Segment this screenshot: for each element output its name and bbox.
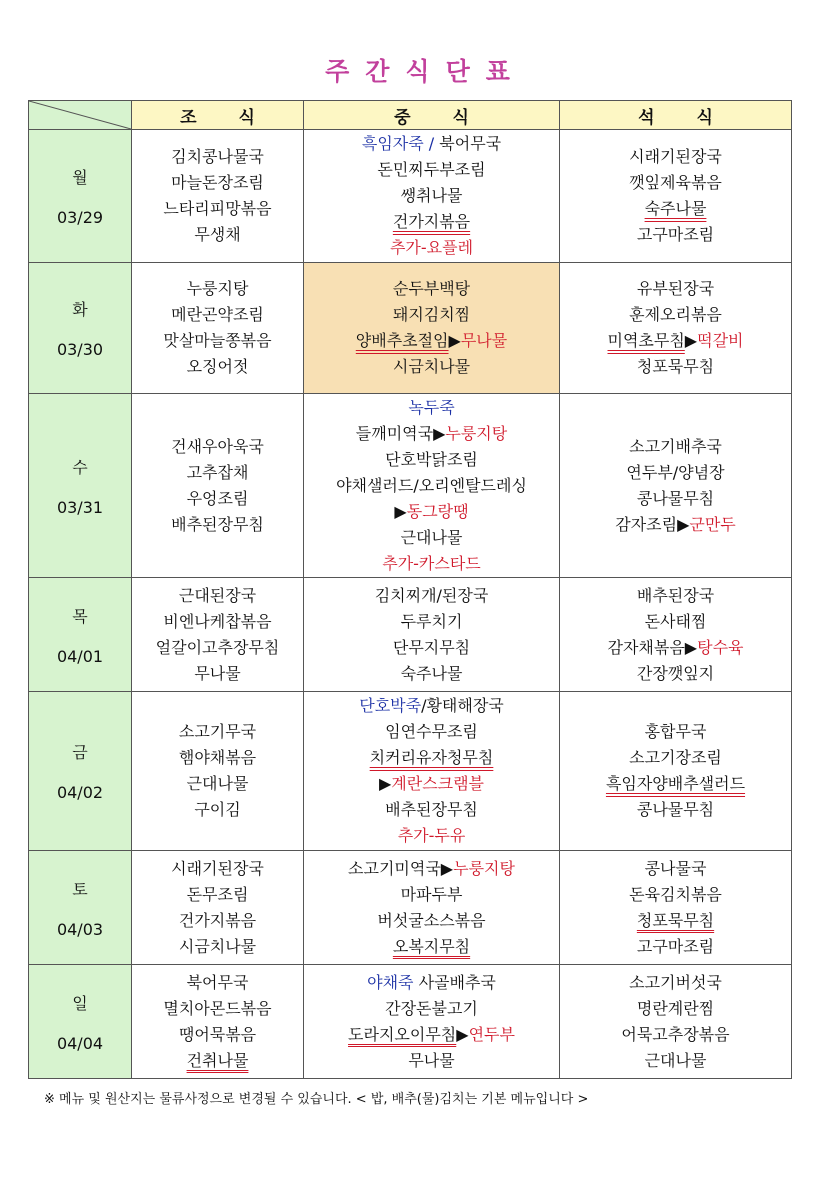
day-row xyxy=(29,965,792,1079)
menu-item xyxy=(560,661,791,687)
menu-text: 배추된장무침 xyxy=(385,800,478,819)
arrow-icon: ▶ xyxy=(684,637,698,657)
menu-item xyxy=(304,1048,559,1074)
menu-text: 비엔나케찹볶음 xyxy=(163,611,272,631)
menu-text: 단무지무침 xyxy=(392,637,471,657)
menu-text: 쌩취나물 xyxy=(400,186,463,205)
day-cell xyxy=(29,851,132,965)
lunch-cell xyxy=(304,851,560,965)
menu-item xyxy=(560,328,791,354)
menu-item xyxy=(132,908,303,934)
menu-text: 땡어묵볶음 xyxy=(178,1024,257,1044)
title-char: 간 xyxy=(365,57,390,86)
menu-item xyxy=(132,486,303,512)
menu-item xyxy=(132,583,303,609)
menu-item xyxy=(560,635,791,661)
menu-text: 맛살마늘쫑볶음 xyxy=(163,331,272,350)
menu-item xyxy=(304,354,559,380)
menu-text: 오복지무침 xyxy=(392,936,471,956)
menu-text: 시금치나물 xyxy=(392,357,471,376)
arrow-icon: ▶ xyxy=(433,423,446,443)
menu-text: 누룽지탕 xyxy=(186,279,249,298)
day-cell xyxy=(29,692,132,851)
menu-item xyxy=(132,302,303,328)
lunch-cell xyxy=(304,578,560,692)
menu-item xyxy=(132,144,303,170)
arrow-icon: ▶ xyxy=(684,331,698,350)
menu-text: 계란스크램블 xyxy=(391,774,485,793)
menu-item xyxy=(304,996,559,1022)
dinner-cell xyxy=(560,692,792,851)
menu-item xyxy=(560,745,791,771)
breakfast-cell xyxy=(132,692,304,851)
menu-text: 연두부/양념장 xyxy=(626,462,725,482)
menu-text: / xyxy=(423,134,440,153)
menu-item xyxy=(304,970,559,996)
day-date: 04/03 xyxy=(56,919,104,939)
menu-item xyxy=(132,434,303,460)
menu-item xyxy=(132,856,303,882)
menu-item xyxy=(304,635,559,661)
menu-item xyxy=(560,856,791,882)
menu-text: 임연수무조림 xyxy=(385,722,478,741)
lunch-cell xyxy=(304,965,560,1079)
corner-cell xyxy=(29,101,132,130)
day-cell xyxy=(29,130,132,263)
menu-item xyxy=(132,170,303,196)
dinner-cell xyxy=(560,394,792,578)
menu-item xyxy=(304,908,559,934)
day-date: 03/30 xyxy=(56,340,104,359)
day-row xyxy=(29,263,792,394)
menu-text: 두루치기 xyxy=(400,611,463,631)
menu-text: 추가-카스타드 xyxy=(382,553,481,573)
menu-text: 김치콩나물국 xyxy=(171,147,264,166)
menu-text: 추가-요플레 xyxy=(389,238,474,257)
menu-item xyxy=(304,447,559,473)
menu-text: 청포묵무침 xyxy=(636,910,715,930)
menu-text: 숙주나물 xyxy=(644,199,707,218)
arrow-icon: ▶ xyxy=(448,331,461,350)
day-date: 03/29 xyxy=(56,208,104,227)
menu-text: 도라지오이무침 xyxy=(348,1024,457,1044)
menu-item xyxy=(304,551,559,577)
diagonal-line xyxy=(29,101,131,129)
menu-text: 흑임자양배추샐러드 xyxy=(605,774,746,793)
menu-text: 추가-두유 xyxy=(397,826,466,845)
menu-item xyxy=(560,276,791,302)
menu-text: /황태해장국 xyxy=(421,696,504,715)
menu-text: 햄야채볶음 xyxy=(178,748,257,767)
menu-item xyxy=(304,328,559,354)
lunch-cell xyxy=(304,263,560,394)
menu-item xyxy=(560,970,791,996)
menu-item xyxy=(304,771,559,797)
menu-text: 떡갈비 xyxy=(697,331,744,350)
menu-text: 탕수육 xyxy=(697,637,744,657)
menu-item xyxy=(132,771,303,797)
menu-text: 건가지볶음 xyxy=(178,910,257,930)
menu-item xyxy=(560,1048,791,1074)
menu-text: 소고기배추국 xyxy=(629,436,722,456)
menu-item xyxy=(132,1048,303,1074)
breakfast-cell xyxy=(132,965,304,1079)
menu-text: 훈제오리볶음 xyxy=(629,305,722,324)
menu-text: 콩나물국 xyxy=(644,858,707,878)
menu-item xyxy=(132,996,303,1022)
menu-item xyxy=(304,157,559,183)
menu-text: 무생채 xyxy=(194,225,241,244)
menu-text: 시래기된장국 xyxy=(629,147,722,166)
menu-text: 단호박죽 xyxy=(359,696,422,715)
menu-text: 돈무조림 xyxy=(186,884,249,904)
day-date: 04/01 xyxy=(56,646,104,666)
menu-text: 단호박닭조림 xyxy=(385,449,478,469)
menu-item xyxy=(560,934,791,960)
day-name: 일 xyxy=(72,993,88,1013)
lunch-cell xyxy=(304,130,560,263)
menu-text: 흑임자죽 xyxy=(361,134,424,153)
menu-text: 북어무국 xyxy=(439,134,502,153)
arrow-icon: ▶ xyxy=(394,501,407,521)
menu-item xyxy=(560,908,791,934)
menu-item xyxy=(132,635,303,661)
menu-text: 근대나물 xyxy=(644,1050,707,1070)
menu-item xyxy=(304,934,559,960)
menu-text: 무나물 xyxy=(194,663,241,683)
menu-text: 연두부 xyxy=(468,1024,515,1044)
menu-item xyxy=(560,302,791,328)
menu-item xyxy=(560,797,791,823)
menu-text: 소고기장조림 xyxy=(629,748,722,767)
menu-text: 고구마조림 xyxy=(636,225,715,244)
menu-text: 건취나물 xyxy=(186,1050,249,1070)
menu-item xyxy=(560,434,791,460)
menu-item xyxy=(132,460,303,486)
menu-text: 돈민찌두부조림 xyxy=(377,160,486,179)
menu-item xyxy=(304,797,559,823)
menu-item xyxy=(560,882,791,908)
day-cell xyxy=(29,965,132,1079)
menu-item xyxy=(132,354,303,380)
menu-text: 우엉조림 xyxy=(186,488,249,508)
menu-text: 야채샐러드/오리엔탈드레싱 xyxy=(336,475,527,495)
menu-text: 누룽지탕 xyxy=(445,423,508,443)
menu-item xyxy=(132,970,303,996)
menu-text: 녹두죽 xyxy=(408,397,455,417)
title-char: 식 xyxy=(405,57,430,86)
menu-text: 양배추초절임 xyxy=(355,331,449,350)
menu-item xyxy=(304,609,559,635)
menu-item xyxy=(304,499,559,525)
menu-item xyxy=(560,486,791,512)
dinner-cell xyxy=(560,578,792,692)
menu-item xyxy=(132,745,303,771)
day-cell xyxy=(29,263,132,394)
lunch-cell xyxy=(304,394,560,578)
menu-text: 홍합무국 xyxy=(644,722,707,741)
day-row xyxy=(29,130,792,263)
menu-item xyxy=(132,719,303,745)
menu-item xyxy=(304,583,559,609)
menu-item xyxy=(132,222,303,248)
arrow-icon: ▶ xyxy=(456,1024,469,1044)
menu-item xyxy=(132,1022,303,1048)
menu-text: 북어무국 xyxy=(186,972,249,992)
day-date: 04/04 xyxy=(56,1033,104,1053)
menu-text: 멸치아몬드볶음 xyxy=(163,998,272,1018)
menu-text: 배추된장국 xyxy=(636,585,715,605)
menu-text: 동그랑땡 xyxy=(406,501,469,521)
day-row xyxy=(29,578,792,692)
breakfast-cell xyxy=(132,851,304,965)
menu-item xyxy=(132,328,303,354)
dinner-cell xyxy=(560,965,792,1079)
menu-text: 사골배추국 xyxy=(413,972,496,992)
menu-text: 근대된장국 xyxy=(178,585,257,605)
menu-text: 고구마조림 xyxy=(636,936,715,956)
menu-item xyxy=(132,882,303,908)
dinner-cell xyxy=(560,851,792,965)
menu-item xyxy=(304,421,559,447)
menu-item xyxy=(132,934,303,960)
menu-item xyxy=(560,354,791,380)
breakfast-cell xyxy=(132,394,304,578)
footnote: ※ 메뉴 및 원산지는 물류사정으로 변경될 수 있습니다. < 밥, 배추(물)김치는 기본 메뉴입니다 > xyxy=(44,1092,589,1107)
menu-text: 명란계란찜 xyxy=(636,998,715,1018)
menu-item xyxy=(304,856,559,882)
day-row xyxy=(29,851,792,965)
menu-text: 메란곤약조림 xyxy=(171,305,264,324)
menu-item xyxy=(560,996,791,1022)
menu-item xyxy=(560,222,791,248)
menu-item xyxy=(560,460,791,486)
menu-text: 근대나물 xyxy=(186,774,249,793)
day-date: 03/31 xyxy=(56,497,104,517)
menu-text: 깻잎제육볶음 xyxy=(629,173,722,192)
menu-text: 돈사태찜 xyxy=(644,611,707,631)
menu-text: 미역초무침 xyxy=(607,331,685,350)
menu-text: 느타리피망볶음 xyxy=(163,199,272,218)
menu-text: 마파두부 xyxy=(400,884,463,904)
menu-text: 순두부백탕 xyxy=(392,279,471,298)
day-name: 월 xyxy=(72,168,88,187)
menu-text: 고추잡채 xyxy=(186,462,249,482)
title-char: 표 xyxy=(485,57,510,86)
day-date: 04/02 xyxy=(56,783,104,802)
menu-text: 얼갈이고추장무침 xyxy=(155,637,280,657)
menu-item xyxy=(304,1022,559,1048)
menu-text: 마늘돈장조림 xyxy=(171,173,264,192)
menu-text: 청포묵무침 xyxy=(636,357,715,376)
menu-item xyxy=(304,693,559,719)
menu-item xyxy=(132,512,303,538)
menu-text: 야채죽 xyxy=(367,972,414,992)
menu-text: 간장돈불고기 xyxy=(385,998,478,1018)
menu-item xyxy=(560,196,791,222)
menu-text: 치커리유자청무침 xyxy=(369,748,494,767)
header-dinner: 석 식 xyxy=(560,101,792,130)
day-row xyxy=(29,692,792,851)
menu-text: 근대나물 xyxy=(400,527,463,547)
menu-text: 감자조림 xyxy=(615,514,678,534)
menu-item xyxy=(304,823,559,849)
menu-item xyxy=(304,719,559,745)
arrow-icon: ▶ xyxy=(440,858,454,878)
weekly-menu-table xyxy=(28,100,792,1079)
menu-text: 콩나물무침 xyxy=(636,800,715,819)
menu-item xyxy=(304,209,559,235)
breakfast-cell xyxy=(132,578,304,692)
menu-item xyxy=(132,276,303,302)
header-row xyxy=(29,101,792,130)
menu-item xyxy=(304,302,559,328)
menu-item xyxy=(560,583,791,609)
day-name: 화 xyxy=(72,300,88,319)
menu-item xyxy=(304,661,559,687)
lunch-cell xyxy=(304,692,560,851)
menu-item xyxy=(560,512,791,538)
day-cell xyxy=(29,394,132,578)
menu-item xyxy=(560,1022,791,1048)
day-name: 수 xyxy=(72,457,88,477)
menu-text: 소고기버섯국 xyxy=(629,972,722,992)
breakfast-cell xyxy=(132,263,304,394)
menu-text: 유부된장국 xyxy=(636,279,715,298)
menu-text: 돈육김치볶음 xyxy=(629,884,722,904)
menu-text: 버섯굴소스볶음 xyxy=(377,910,486,930)
menu-text: 들깨미역국 xyxy=(355,423,434,443)
menu-item xyxy=(132,196,303,222)
menu-item xyxy=(560,144,791,170)
menu-text: 누룽지탕 xyxy=(453,858,515,878)
menu-item xyxy=(304,745,559,771)
menu-text: 군만두 xyxy=(689,514,736,534)
menu-item xyxy=(304,235,559,261)
menu-item xyxy=(304,183,559,209)
dinner-cell xyxy=(560,130,792,263)
menu-text: 간장깻잎지 xyxy=(636,663,715,683)
menu-text: 건가지볶음 xyxy=(392,212,471,231)
menu-text: 소고기무국 xyxy=(178,722,257,741)
menu-item xyxy=(560,719,791,745)
menu-item xyxy=(304,882,559,908)
menu-text: 오징어젓 xyxy=(186,357,249,376)
menu-text: 김치찌개/된장국 xyxy=(374,585,489,605)
menu-text: 돼지김치찜 xyxy=(392,305,471,324)
page-title xyxy=(0,52,835,88)
arrow-icon: ▶ xyxy=(378,774,392,793)
menu-text: 숙주나물 xyxy=(400,663,463,683)
menu-item xyxy=(132,661,303,687)
breakfast-cell xyxy=(132,130,304,263)
arrow-icon: ▶ xyxy=(677,514,690,534)
title-char: 단 xyxy=(445,57,470,86)
day-name: 금 xyxy=(72,743,88,762)
menu-text: 건새우아욱국 xyxy=(171,436,264,456)
header-lunch: 중 식 xyxy=(304,101,560,130)
menu-text: 무나물 xyxy=(408,1050,455,1070)
title-char: 주 xyxy=(325,57,350,86)
day-cell xyxy=(29,578,132,692)
dinner-cell xyxy=(560,263,792,394)
menu-text: 소고기미역국 xyxy=(348,858,441,878)
menu-item xyxy=(132,609,303,635)
menu-text: 무나물 xyxy=(460,331,508,350)
menu-text: 시금치나물 xyxy=(178,936,257,956)
menu-text: 시래기된장국 xyxy=(171,858,264,878)
header-breakfast: 조 식 xyxy=(132,101,304,130)
day-row xyxy=(29,394,792,578)
menu-item xyxy=(560,609,791,635)
menu-text: 어묵고추장볶음 xyxy=(621,1024,730,1044)
menu-item xyxy=(132,797,303,823)
menu-item xyxy=(304,131,559,157)
menu-text: 구이김 xyxy=(194,800,241,819)
menu-item xyxy=(304,276,559,302)
menu-text: 감자채볶음 xyxy=(607,637,685,657)
day-name: 목 xyxy=(72,606,88,626)
menu-text: 콩나물무침 xyxy=(636,488,715,508)
menu-text: 배추된장무침 xyxy=(171,514,264,534)
menu-item xyxy=(304,473,559,499)
menu-item xyxy=(304,525,559,551)
menu-item xyxy=(560,771,791,797)
day-name: 토 xyxy=(72,879,88,899)
menu-item xyxy=(304,395,559,421)
menu-item xyxy=(560,170,791,196)
